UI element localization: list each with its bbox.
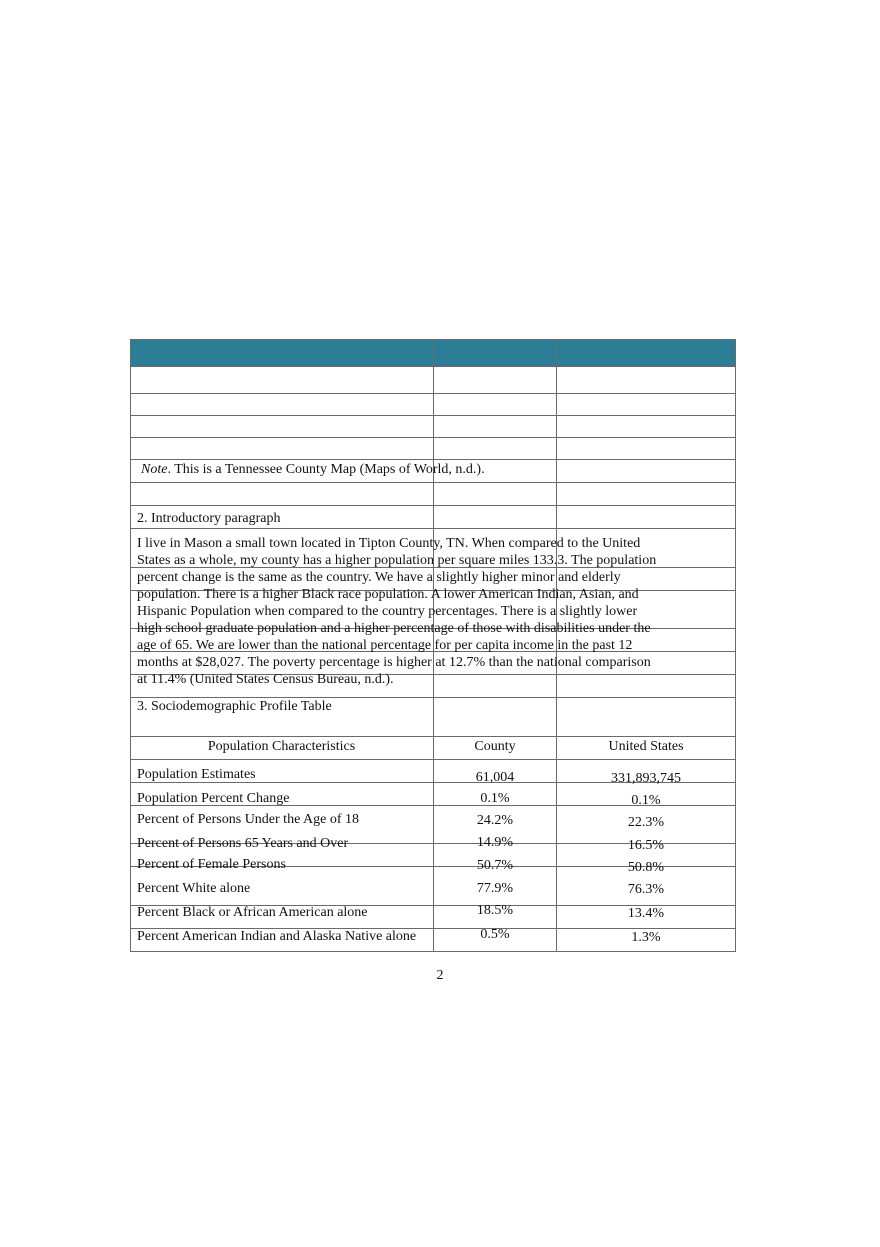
intro-line: age of 65. We are lower than the national percentage for per capita income in the past 12 <box>137 638 633 653</box>
intro-line: I live in Mason a small town located in Tipton County, TN. When compared to the United <box>137 536 641 551</box>
page-number: 2 <box>436 968 444 983</box>
row-us-value: 0.1% <box>631 793 661 808</box>
intro-line: at 11.4% (United States Census Bureau, n.d.). <box>137 672 394 687</box>
row-county-value: 0.1% <box>480 791 510 806</box>
intro-line: high school graduate population and a higher percentage of those with disabilities under the <box>137 621 651 636</box>
row-county-value: 77.9% <box>476 881 514 896</box>
profile-heading: 3. Sociodemographic Profile Table <box>137 699 332 714</box>
row-us-value: 13.4% <box>627 906 665 921</box>
row-us-value: 76.3% <box>627 882 665 897</box>
row-label: Percent of Female Persons <box>137 857 286 872</box>
row-label: Percent of Persons Under the Age of 18 <box>137 812 360 827</box>
row-county-value: 0.5% <box>480 927 510 942</box>
row-us-value: 50.8% <box>627 860 665 875</box>
row-label: Percent Black or African American alone <box>137 905 368 920</box>
map-note <box>141 461 485 478</box>
row-us-value: 331,893,745 <box>611 771 681 786</box>
row-us-value: 1.3% <box>631 930 661 945</box>
intro-line: months at $28,027. The poverty percentage is higher at 12.7% than the national comparison <box>137 655 651 670</box>
row-county-value: 50.7% <box>476 858 514 873</box>
row-us-value: 22.3% <box>627 815 665 830</box>
note-label: Note <box>141 462 168 477</box>
table-header-bar <box>130 339 735 366</box>
row-county-value: 24.2% <box>476 813 514 828</box>
column-header-us: United States <box>608 739 684 754</box>
intro-heading: 2. Introductory paragraph <box>137 511 281 526</box>
column-header-county: County <box>474 739 516 754</box>
note-text: . This is a Tennessee County Map (Maps of World, n.d.). <box>167 462 485 477</box>
intro-paragraph <box>137 535 697 688</box>
row-county-value: 61,004 <box>475 770 515 785</box>
intro-line: States as a whole, my county has a higher population per square miles 133.3. The population <box>137 553 657 568</box>
row-label: Percent of Persons 65 Years and Over <box>137 836 349 851</box>
row-us-value: 16.5% <box>627 838 665 853</box>
row-label: Population Percent Change <box>137 791 290 806</box>
row-county-value: 18.5% <box>476 903 514 918</box>
row-label: Percent White alone <box>137 881 251 896</box>
intro-line: percent change is the same as the country. We have a slightly higher minor and elderly <box>137 570 621 585</box>
intro-line: Hispanic Population when compared to the country percentages. There is a slightly lower <box>137 604 638 619</box>
row-county-value: 14.9% <box>476 835 514 850</box>
column-header-characteristics: Population Characteristics <box>207 739 356 754</box>
row-label: Population Estimates <box>137 767 256 782</box>
row-label: Percent American Indian and Alaska Native alone <box>137 929 417 944</box>
intro-line: population. There is a higher Black race population. A lower American Indian, Asian, and <box>137 587 639 602</box>
